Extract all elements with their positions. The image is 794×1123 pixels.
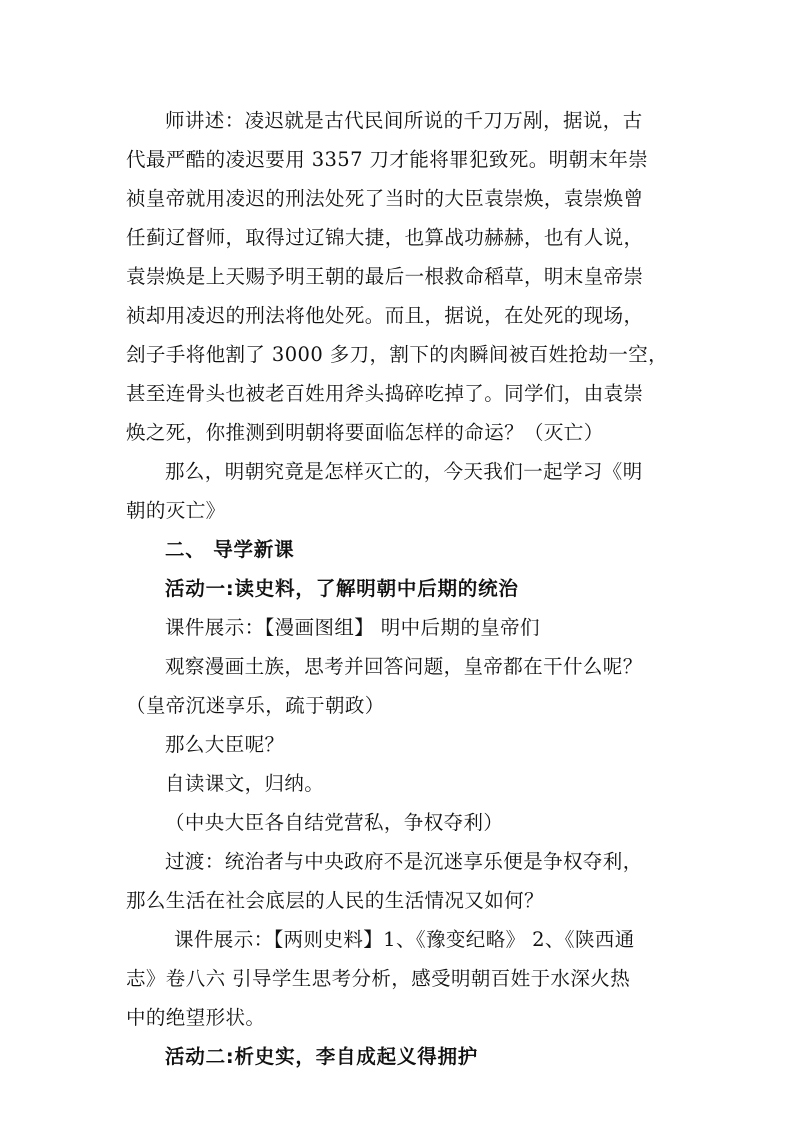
paragraph-line-8: 甚至连骨头也被老百姓用斧头捣碎吃掉了。同学们，由袁崇 xyxy=(126,382,644,405)
activity-two-heading: 活动二:析史实，李自成起义得拥护 xyxy=(165,1045,479,1068)
paragraph-line-17: 过渡：统治者与中央政府不是沉迷享乐便是争权夺利， xyxy=(165,850,643,873)
paragraph-line-1: 师讲述：凌迟就是古代民间所说的千刀万剐，据说，古 xyxy=(165,109,643,132)
paragraph-line-18: 那么生活在社会底层的人民的生活情况又如何？ xyxy=(126,889,544,912)
paragraph-line-14: 那么大臣呢？ xyxy=(165,733,285,756)
activity-one-heading: 活动一:读史料，了解明朝中后期的统治 xyxy=(165,577,519,600)
courseware-line-2: 课件展示：【两则史料】1、《豫变纪略》 2、《陕西通 xyxy=(174,928,635,951)
paragraph-line-5: 袁崇焕是上天赐予明王朝的最后一根救命稻草，明末皇帝崇 xyxy=(126,265,644,288)
paragraph-line-11: 朝的灭亡》 xyxy=(126,499,226,522)
paragraph-line-13: （皇帝沉迷享乐，疏于朝政） xyxy=(126,694,385,717)
paragraph-line-7: 刽子手将他割了 3000 多刀，割下的肉瞬间被百姓抢劫一空， xyxy=(126,343,669,366)
section-heading: 二、 导学新课 xyxy=(165,538,295,561)
paragraph-line-6: 祯却用凌迟的刑法将他处死。而且，据说，在处死的现场， xyxy=(126,304,644,327)
paragraph-line-4: 任蓟辽督师，取得过辽锦大捷，也算战功赫赫，也有人说， xyxy=(126,226,644,249)
paragraph-line-2: 代最严酷的凌迟要用 3357 刀才能将罪犯致死。明朝末年崇 xyxy=(126,148,649,171)
paragraph-line-9: 焕之死，你推测到明朝将要面临怎样的命运？（灭亡） xyxy=(126,421,604,444)
paragraph-line-19: 志》卷八六 引导学生思考分析，感受明朝百姓于水深火热 xyxy=(126,967,631,990)
paragraph-line-15: 自读课文，归纳。 xyxy=(165,772,325,795)
paragraph-line-20: 中的绝望形状。 xyxy=(126,1006,266,1029)
paragraph-line-10: 那么，明朝究竟是怎样灭亡的，今天我们一起学习《明 xyxy=(165,460,643,483)
paragraph-line-3: 祯皇帝就用凌迟的刑法处死了当时的大臣袁崇焕，袁崇焕曾 xyxy=(126,187,644,210)
paragraph-line-12: 观察漫画土族，思考并回答问题，皇帝都在干什么呢？ xyxy=(165,655,643,678)
courseware-line-1: 课件展示：【漫画图组】 明中后期的皇帝们 xyxy=(165,616,540,639)
paragraph-line-16: （中央大臣各自结党营私，争权夺利） xyxy=(165,811,504,834)
